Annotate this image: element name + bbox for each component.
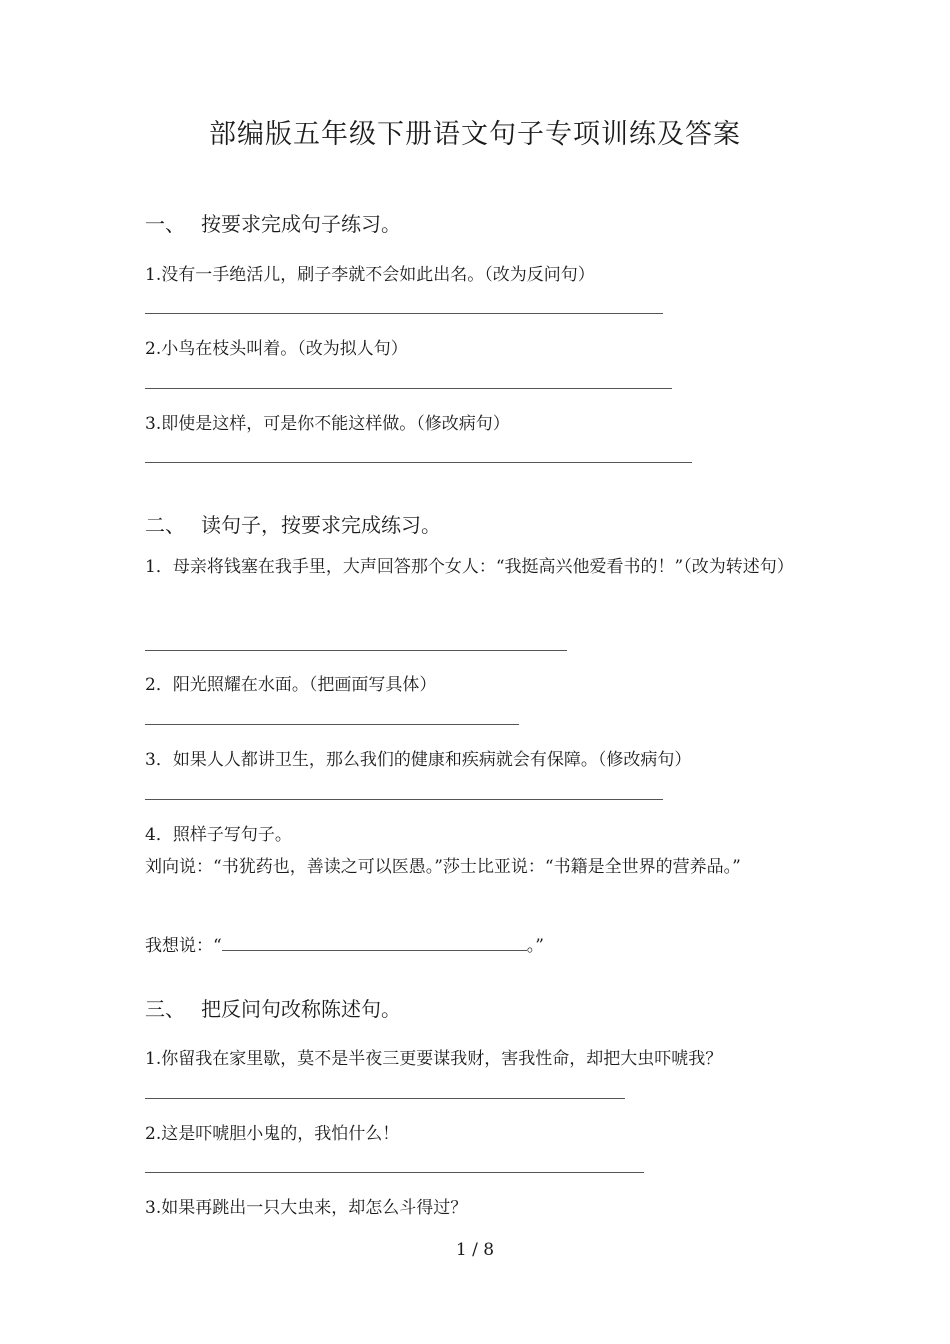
question-item: 3.即使是这样，可是你不能这样做。（修改病句） — [145, 414, 510, 434]
answer-line[interactable] — [145, 388, 672, 389]
section-title: 按要求完成句子练习。 — [201, 212, 401, 236]
answer-line[interactable] — [145, 650, 567, 651]
page-title: 部编版五年级下册语文句子专项训练及答案 — [209, 119, 741, 150]
fill-in-sentence — [145, 931, 544, 956]
fill-prefix: 我想说：“ — [145, 936, 222, 956]
question-item: 3.如果再跳出一只大虫来，却怎么斗得过？ — [145, 1198, 468, 1218]
answer-line[interactable] — [145, 462, 692, 463]
answer-line[interactable] — [145, 313, 663, 314]
section-heading-1 — [145, 208, 401, 237]
question-item: 3．如果人人都讲卫生，那么我们的健康和疾病就会有保障。（修改病句） — [145, 750, 692, 770]
section-number: 二、 — [145, 513, 185, 537]
example-sentence: 刘向说：“书犹药也，善读之可以医愚。”莎士比亚说：“书籍是全世界的营养品。” — [145, 857, 741, 877]
section-title: 把反问句改称陈述句。 — [201, 997, 401, 1021]
section-number: 三、 — [145, 997, 185, 1021]
page-number: 1 / 8 — [455, 1240, 495, 1260]
section-heading-2 — [145, 509, 441, 538]
question-item: 2.这是吓唬胆小鬼的，我怕什么！ — [145, 1124, 400, 1144]
answer-line[interactable] — [145, 799, 663, 800]
section-title: 读句子，按要求完成练习。 — [201, 513, 441, 537]
answer-line[interactable] — [145, 1098, 625, 1099]
question-item: 1.没有一手绝活儿，刷子李就不会如此出名。（改为反问句） — [145, 265, 595, 285]
question-item: 1.你留我在家里歇，莫不是半夜三更要谋我财，害我性命，却把大虫吓唬我？ — [145, 1049, 723, 1069]
question-item: 4．照样子写句子。 — [145, 825, 292, 845]
fill-suffix: 。” — [526, 936, 544, 956]
answer-line[interactable] — [145, 724, 519, 725]
section-heading-3 — [145, 993, 401, 1022]
question-item: 2.小鸟在枝头叫着。（改为拟人句） — [145, 339, 408, 359]
fill-blank[interactable] — [222, 932, 527, 951]
question-item: 2．阳光照耀在水面。（把画面写具体） — [145, 675, 437, 695]
question-item: 1．母亲将钱塞在我手里，大声回答那个女人：“我挺高兴他爱看书的！”（改为转述句） — [145, 557, 794, 577]
section-number: 一、 — [145, 212, 185, 236]
answer-line[interactable] — [145, 1172, 644, 1173]
